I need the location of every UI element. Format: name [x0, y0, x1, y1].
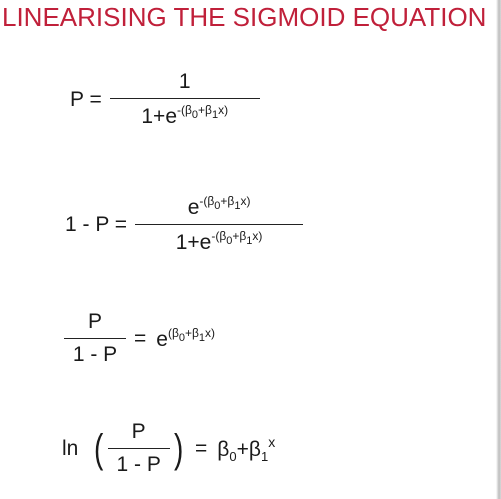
eq1-numerator: 1 — [178, 70, 191, 93]
window-edge — [496, 0, 501, 499]
eq3-fraction — [64, 310, 126, 367]
eq3-equals: = — [134, 326, 147, 350]
eq2-denominator: $1+e^{-(\beta 0+\beta 1x)}$ — [175, 229, 263, 254]
eq4-equals: = — [195, 436, 208, 460]
eq4-denominator: 1 - P — [116, 453, 161, 476]
eq3-numerator: P — [87, 310, 102, 333]
eq3-denominator: 1 - P — [72, 343, 118, 366]
eq4-paren-close: ) — [173, 426, 184, 471]
eq4-rhs: $\beta_0+\beta_1^x$ — [217, 433, 276, 464]
eq4-ln: ln — [62, 436, 79, 460]
eq4-numerator: P — [131, 420, 146, 443]
eq1-fraction — [110, 70, 260, 129]
eq1-den-base: 1+e — [141, 105, 177, 128]
equation-log-odds — [62, 420, 275, 477]
eq1-denominator — [127, 99, 242, 129]
eq2-numerator: $e^{-(\beta 0+\beta 1x)}$ — [187, 194, 251, 219]
equation-sigmoid — [70, 70, 260, 129]
page-title: LINEARISING THE SIGMOID EQUATION — [2, 2, 487, 32]
equation-one-minus-p — [65, 194, 303, 255]
equation-odds — [64, 310, 215, 367]
eq4-fraction — [108, 420, 170, 477]
eq2-fraction — [135, 194, 303, 255]
eq2-lhs: 1 - P = — [65, 212, 128, 236]
eq3-rhs: $e^{(\beta 0+\beta 1x)}$ — [156, 325, 216, 351]
eq1-exponent: -(β0+β1x) — [177, 103, 229, 121]
eq1-lhs: P = — [70, 87, 102, 111]
eq4-paren-open: ( — [94, 426, 104, 471]
